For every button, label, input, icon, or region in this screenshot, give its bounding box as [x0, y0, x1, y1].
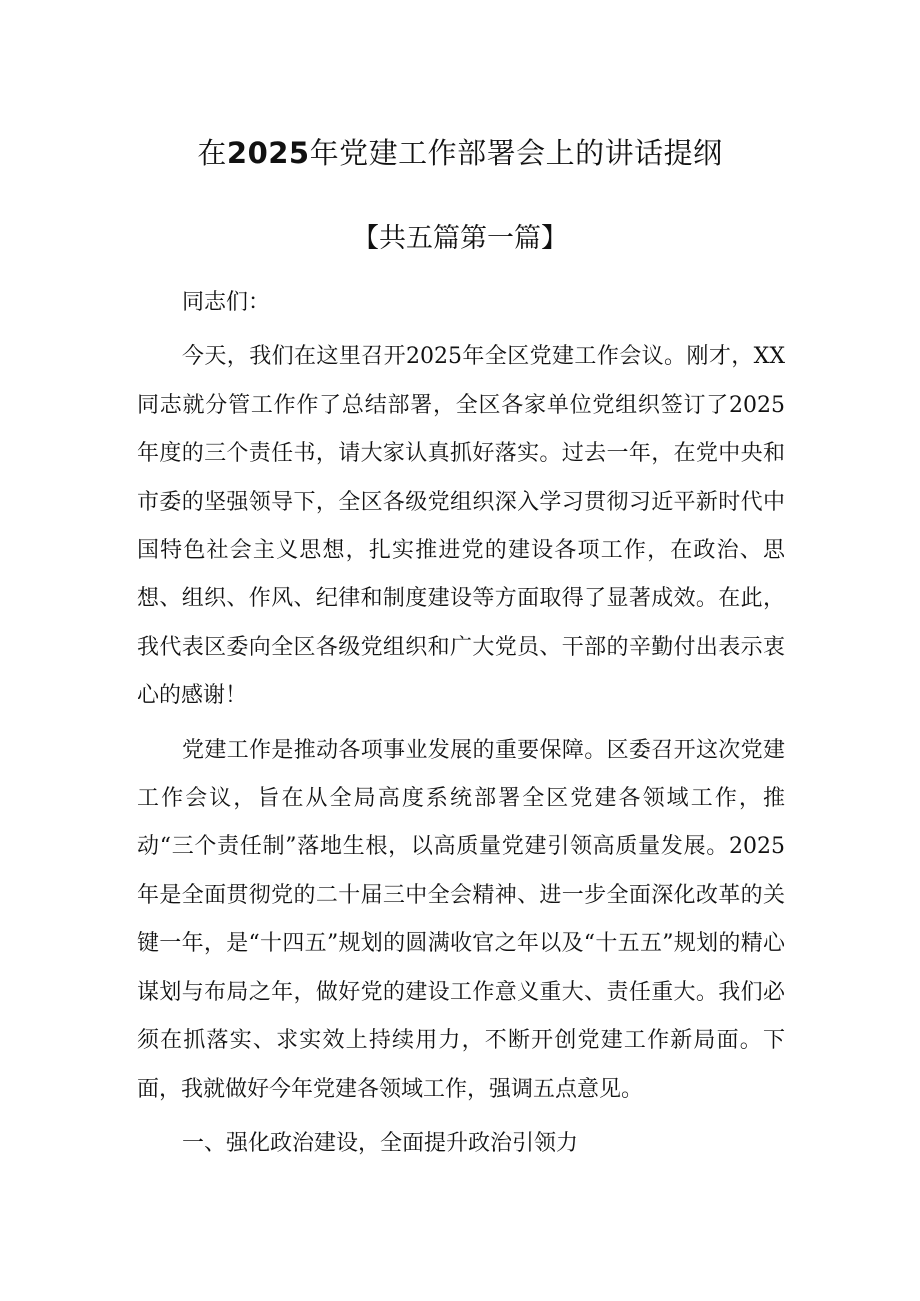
title-year: 2025	[226, 136, 310, 170]
title-suffix: 年党建工作部署会上的讲话提纲	[309, 136, 723, 170]
title-prefix: 在	[197, 136, 227, 170]
section-heading-1: 一、强化政治建设，全面提升政治引领力	[182, 1130, 579, 1156]
salutation: 同志们：	[182, 290, 271, 315]
paragraph-1: 今天，我们在这里召开2025年全区党建工作会议。刚才，XX同志就分管工作作了总结部署，全区各家单位党组织签订了2025年度的三个责任书，请大家认真抓好落实。过去一年，在党中央和市委的坚强领导下，全区各级党组织深入学习贯彻习近平新时代中国特色社会主义思想，扎实推进党的建设各项工作，在政治、思想、组织、作风、纪律和制度建设等方面取得了显著成效。在此，我代表区委向全区各级党组织和广大党员、干部的辛勤付出表示衷心的感谢！	[137, 344, 785, 709]
document-subtitle: 【共五篇第一篇】	[352, 223, 568, 254]
document-title	[0, 133, 920, 173]
document-body	[137, 279, 785, 1168]
paragraph-2: 党建工作是推动各项事业发展的重要保障。区委召开这次党建工作会议，旨在从全局高度系统部署全区党建各领域工作，推动“三个责任制”落地生根，以高质量党建引领高质量发展。2025年是全面贯彻党的二十届三中全会精神、进一步全面深化改革的关键一年，是“十四五”规划的圆满收官之年以及“十五五”规划的精心谋划与布局之年，做好党的建设工作意义重大、责任重大。我们必须在抓落实、求实效上持续用力，不断开创党建工作新局面。下面，我就做好今年党建各领域工作，强调五点意见。	[137, 737, 785, 1102]
